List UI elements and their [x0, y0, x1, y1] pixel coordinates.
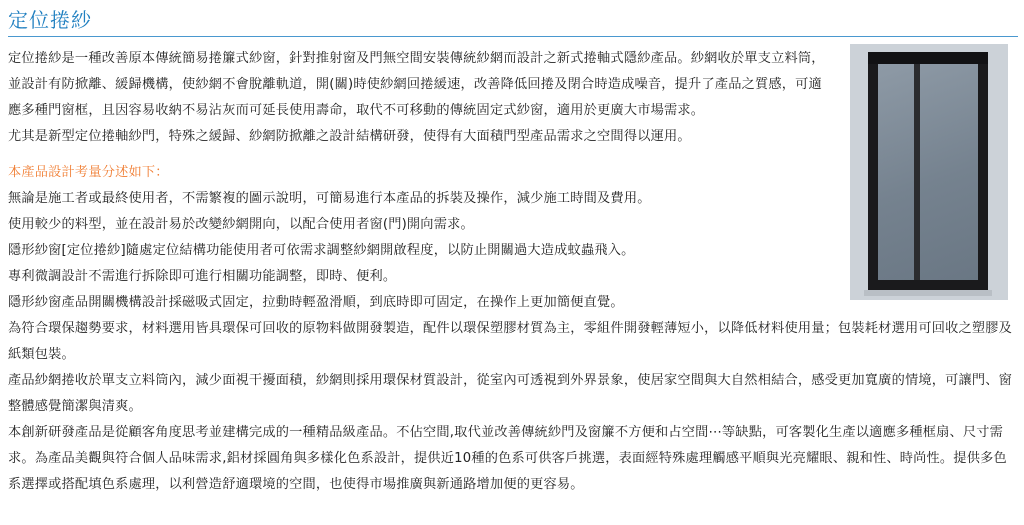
design-point: 本創新研發產品是從顧客角度思考並建構完成的一種精品級產品。不佔空間,取代並改善傳統紗門及窗簾不方便和占空間⋯等缺點，可客製化生產以適應多種框扇、尺寸需求。為產品美觀與符合個人品味需求,鋁材採圓角與多樣化色系設計，提供近10種的色系可供客戶挑選，表面經特殊處理觸感平順與光亮耀眼、親和性、時尚性。提供多色系選擇或搭配填色系處理，以利營造舒適環境的空間，也使得市場推廣與新通路增加便的更容易。 — [8, 425, 1007, 492]
design-point: 使用較少的料型，並在設計易於改變紗網開向，以配合使用者窗(門)開向需求。 — [8, 217, 474, 232]
design-point: 隱形紗窗[定位捲紗]隨處定位結構功能使用者可依需求調整紗網開啟程度，以防止開關過大造成蚊蟲飛入。 — [8, 243, 635, 258]
design-point: 產品紗網捲收於單支立料筒內，減少面視干擾面積，紗網則採用環保材質設計，從室內可透視到外界景象，使居家空間與大自然相結合，感受更加寬廣的情境，可讓門、窗整體感覺簡潔與清爽。 — [8, 373, 1013, 414]
design-point: 無論是施工者或最終使用者，不需繁複的圖示說明，可簡易進行本產品的拆裝及操作，減少施工時間及費用。 — [8, 191, 651, 206]
title-divider — [8, 36, 1018, 37]
intro-paragraph: 定位捲紗是一種改善原本傳統簡易捲簾式紗窗，針對推射窗及門無空間安裝傳統紗網而設計之新式捲軸式隱紗產品。紗網收於單支立料筒，並設計有防掀離、緩歸機構，使紗網不會脫離軌道，開(關)時使紗網回捲緩速，改善降低回捲及閉合時造成噪音，提升了產品之質感，可適應多種門窗框，且因容易收納不易沾灰而可延長使用壽命，取代不可移動的傳統固定式紗窗，適用於更廣大市場需求。 — [8, 51, 825, 118]
design-point: 為符合環保趨勢要求，材料選用皆具環保可回收的原物料做開發製造，配件以環保塑膠材質為主，零組件開發輕薄短小，以降低材料使用量；包裝耗材選用可回收之塑膠及紙類包裝。 — [8, 321, 1013, 362]
main-content — [8, 46, 1018, 498]
design-point: 隱形紗窗產品開關機構設計採磁吸式固定，拉動時輕盈滑順，到底時即可固定，在操作上更加簡便直覺。 — [8, 295, 624, 310]
page-title: 定位捲紗 — [8, 8, 92, 32]
design-point: 專利微調設計不需進行拆除即可進行相關功能調整，即時、便利。 — [8, 269, 397, 284]
intro-paragraph: 尤其是新型定位捲軸紗門，特殊之緩歸、紗網防掀離之設計結構研發，使得有大面積門型產品需求之空間得以運用。 — [8, 129, 691, 144]
design-points — [8, 186, 1018, 498]
design-heading: 本產品設計考量分述如下： — [8, 165, 169, 180]
intro-section — [8, 46, 830, 150]
